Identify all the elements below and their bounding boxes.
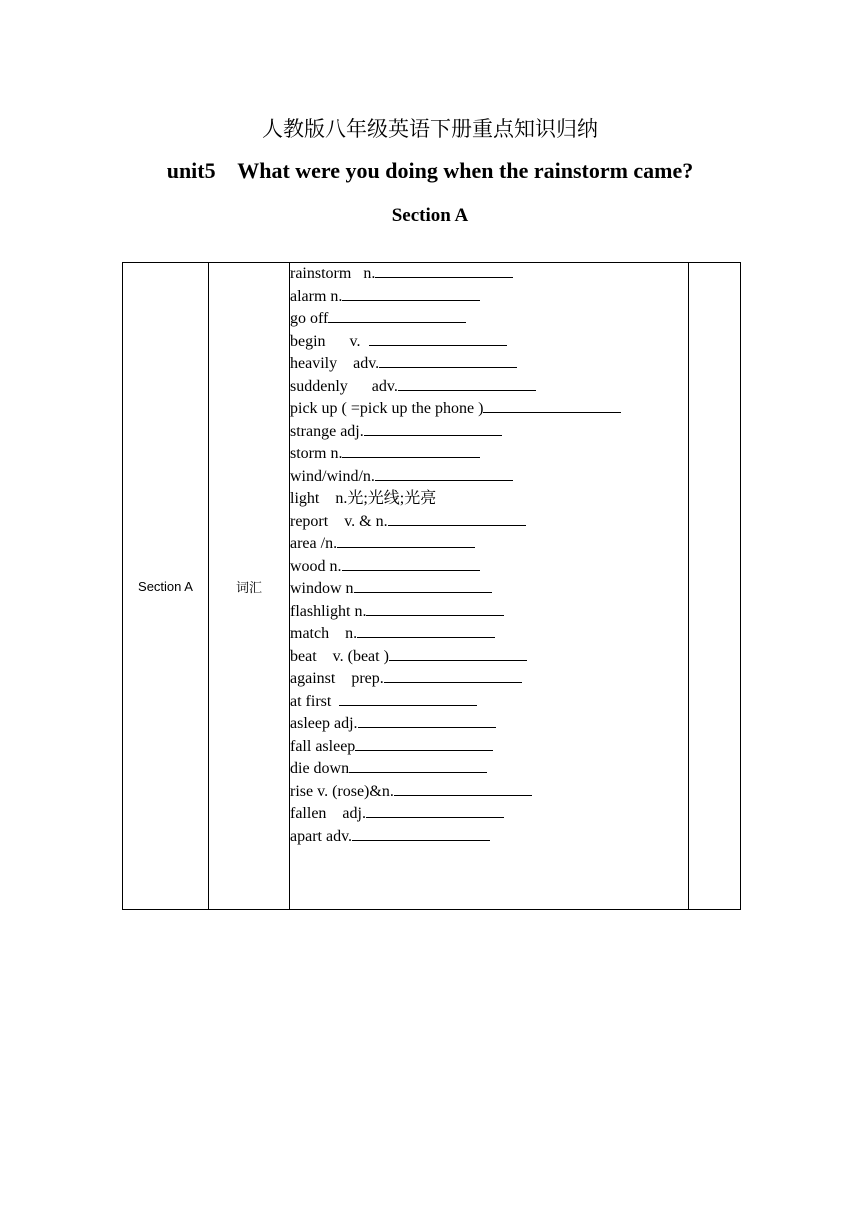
vocab-item [290, 263, 688, 286]
vocab-item-text: suddenly adv. [290, 377, 398, 395]
unit-title: unit5 What were you doing when the rainstorm came? [166, 158, 694, 183]
vocab-item-text: die down [290, 760, 350, 777]
vocab-item [290, 781, 688, 804]
answer-blank [388, 511, 526, 526]
vocab-item-text: apart adv. [290, 827, 353, 845]
vocab-item-text: match n. [290, 625, 358, 642]
vocab-item [290, 691, 688, 714]
answer-blank [379, 353, 517, 368]
vocab-item-text: against prep. [290, 670, 384, 687]
vocab-item-text: pick up ( =pick up the phone ) [290, 400, 484, 417]
vocab-item-text: beat v. (beat ) [290, 647, 389, 665]
answer-blank [366, 803, 504, 818]
answer-blank [342, 443, 480, 458]
vocab-item [290, 623, 688, 646]
answer-blank [389, 646, 527, 661]
category-cell: 词汇 [209, 263, 290, 910]
vocab-item-text: area /n. [290, 535, 338, 552]
vocab-item-text: fallen adj. [290, 805, 366, 822]
vocab-item [290, 421, 688, 444]
vocab-item [290, 556, 688, 579]
vocab-item [290, 533, 688, 556]
answer-blank [352, 826, 490, 841]
vocab-item [290, 668, 688, 691]
vocab-item [290, 353, 688, 376]
section-cell: Section A [123, 263, 209, 910]
answer-blank [358, 713, 496, 728]
document-title: 人教版八年级英语下册重点知识归纳 [262, 117, 598, 141]
word-list-cell [290, 263, 689, 910]
vocab-item [290, 331, 688, 354]
answer-blank [375, 263, 513, 278]
table-row [123, 263, 741, 910]
vocab-item-text: wood n. [290, 557, 342, 575]
vocab-item-text: asleep adj. [290, 715, 358, 732]
vocab-item [290, 758, 688, 781]
vocab-item [290, 286, 688, 309]
vocab-item [290, 466, 688, 489]
section-title: Section A [391, 205, 469, 226]
vocab-item-text: fall asleep [290, 737, 356, 755]
answer-blank [328, 308, 466, 323]
answer-blank [364, 421, 502, 436]
answer-blank [342, 556, 480, 571]
vocab-item-text: alarm n. [290, 287, 343, 305]
vocab-item-text: at first [290, 692, 340, 710]
vocab-item [290, 511, 688, 534]
vocab-item [290, 601, 688, 624]
vocab-item [290, 398, 688, 421]
vocab-item [290, 646, 688, 669]
vocab-item-text: heavily adv. [290, 355, 380, 372]
answer-blank [349, 758, 487, 773]
vocab-item-text: rainstorm n. [290, 265, 376, 282]
answer-blank [366, 601, 504, 616]
answer-blank [394, 781, 532, 796]
word-list [290, 263, 688, 848]
vocab-item-text: flashlight n. [290, 602, 367, 620]
vocab-item-text: begin v. [290, 332, 369, 350]
vocab-item [290, 736, 688, 759]
answer-blank [357, 623, 495, 638]
answer-blank [375, 466, 513, 481]
vocab-item-text: strange adj. [290, 422, 364, 440]
vocab-item [290, 578, 688, 601]
vocab-item [290, 826, 688, 849]
empty-cell [689, 263, 741, 910]
vocab-item-text: rise v. (rose)&n. [290, 782, 394, 800]
vocab-item-text: go off [290, 310, 329, 327]
vocab-item [290, 803, 688, 826]
vocab-item-text: report v. & n. [290, 512, 388, 530]
vocab-item-text: storm n. [290, 445, 343, 462]
answer-blank [342, 286, 480, 301]
vocab-item [290, 713, 688, 736]
answer-blank [483, 398, 621, 413]
answer-blank [354, 578, 492, 593]
vocab-item [290, 376, 688, 399]
answer-blank [398, 376, 536, 391]
vocab-item [290, 308, 688, 331]
vocab-item [290, 443, 688, 466]
vocab-item-text: wind/wind/n. [290, 467, 375, 485]
answer-blank [369, 331, 507, 346]
vocab-item [290, 488, 688, 511]
answer-blank [337, 533, 475, 548]
answer-blank [339, 691, 477, 706]
vocab-item-text: window n [290, 580, 354, 597]
vocab-item-text: light n.光;光线;光亮 [290, 490, 437, 507]
answer-blank [384, 668, 522, 683]
answer-blank [355, 736, 493, 751]
vocabulary-table [122, 262, 741, 910]
